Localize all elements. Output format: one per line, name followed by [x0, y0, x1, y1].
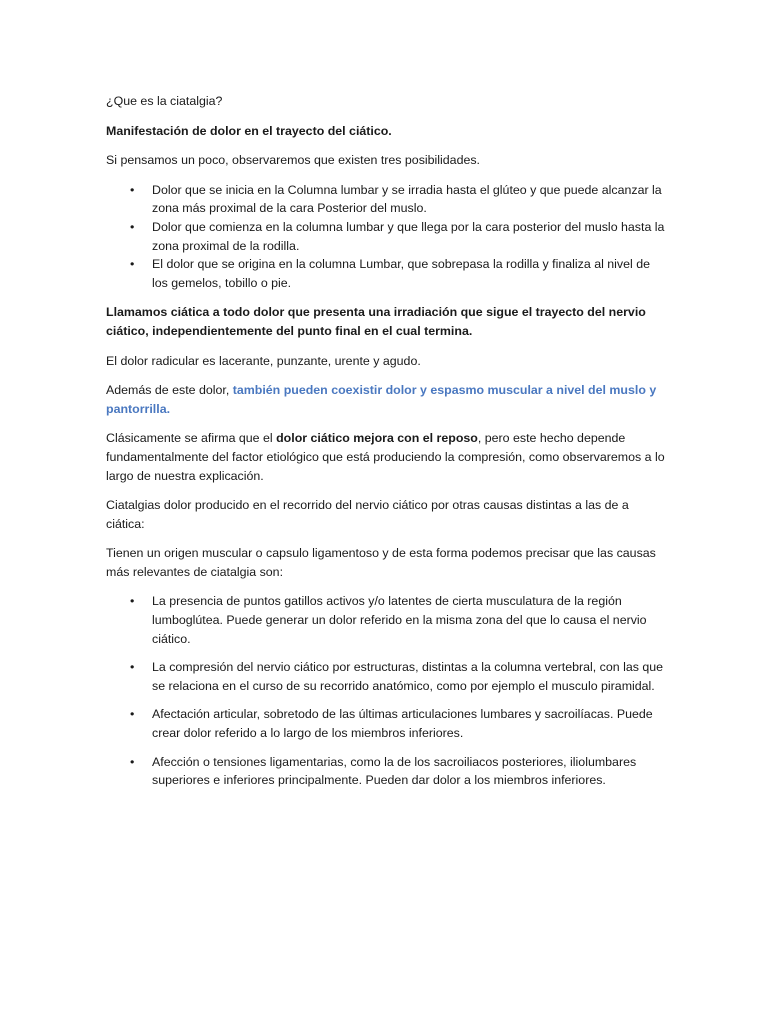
radicular-text: El dolor radicular es lacerante, punzante, urente y agudo. — [106, 353, 421, 368]
ciatalgias-text: Ciatalgias dolor producido en el recorrido del nervio ciático por otras causas distintas a las de a ciática: — [106, 498, 629, 531]
list-item — [106, 181, 666, 218]
document-page — [106, 92, 666, 801]
bullet-icon: • — [130, 257, 135, 272]
possibilities-list — [106, 181, 666, 293]
definition-text: Manifestación de dolor en el trayecto del ciático. — [106, 123, 392, 138]
clasicamente-bold: dolor ciático mejora con el reposo — [276, 431, 478, 446]
bullet-icon: • — [130, 707, 135, 722]
intro-text: Si pensamos un poco, observaremos que existen tres posibilidades. — [106, 153, 480, 168]
bullet-icon: • — [130, 219, 135, 234]
list-item — [106, 592, 666, 648]
clasicamente-text-2: , pero este hecho depende fundamentalmente del factor etiológico que está produciendo la compresión, como observaremos a lo largo de nuestra explicación. — [106, 431, 665, 483]
ademas-paragraph — [106, 381, 666, 418]
list-item-text: El dolor que se origina en la columna Lumbar, que sobrepasa la rodilla y finaliza al nivel de los gemelos, tobillo o pie. — [152, 257, 650, 290]
causes-list — [106, 592, 666, 789]
bullet-icon: • — [130, 660, 135, 675]
list-item-text: Afectación articular, sobretodo de las últimas articulaciones lumbares y sacroilíacas. Puede crear dolor referido a lo largo de los miembros inferiores. — [152, 707, 653, 741]
origen-text: Tienen un origen muscular o capsulo ligamentoso y de esta forma podemos precisar que las causas más relevantes de ciatalgia son: — [106, 546, 656, 579]
clasicamente-paragraph — [106, 429, 666, 485]
list-item — [106, 255, 666, 292]
list-item-text: La compresión del nervio ciático por estructuras, distintas a la columna vertebral, con las que se relaciona en el curso de su recorrido anatómico, como por ejemplo el musculo piramidal. — [152, 660, 664, 693]
bullet-icon: • — [130, 754, 135, 769]
list-item-text: La presencia de puntos gatillos activos y/o latentes de cierta musculatura de la región lumboglútea. Puede generar un dolor referido en la misma zona del que lo causa el nervio ciático. — [152, 594, 647, 646]
ademas-prefix: Además de este dolor, — [106, 383, 233, 398]
ciatica-definition-text: Llamamos ciática a todo dolor que presenta una irradiación que sigue el trayecto del nervio ciático, independientemente del punto final en el cual termina. — [106, 305, 646, 338]
list-item-text: Afección o tensiones ligamentarias, como la de los sacroiliacos posteriores, iliolumbares superiores e inferiores principalmente. Pueden dar dolor a los miembros inferiores. — [152, 754, 637, 788]
list-item-text: Dolor que comienza en la columna lumbar y que llega por la cara posterior del muslo hasta la zona proximal de la rodilla. — [152, 219, 665, 253]
list-item — [106, 705, 666, 742]
question-heading: ¿Que es la ciatalgia? — [106, 94, 223, 108]
list-item — [106, 658, 666, 695]
ademas-highlight: también pueden coexistir dolor y espasmo muscular a nivel del muslo y pantorrilla. — [106, 383, 657, 416]
bullet-icon: • — [130, 594, 135, 609]
list-item-text: Dolor que se inicia en la Columna lumbar y se irradia hasta el glúteo y que puede alcanzar la zona más proximal de la cara Posterior del muslo. — [152, 182, 662, 216]
list-item — [106, 753, 666, 790]
bullet-icon: • — [130, 182, 135, 197]
clasicamente-text-1: Clásicamente se afirma que el — [106, 431, 277, 446]
list-item — [106, 218, 666, 255]
